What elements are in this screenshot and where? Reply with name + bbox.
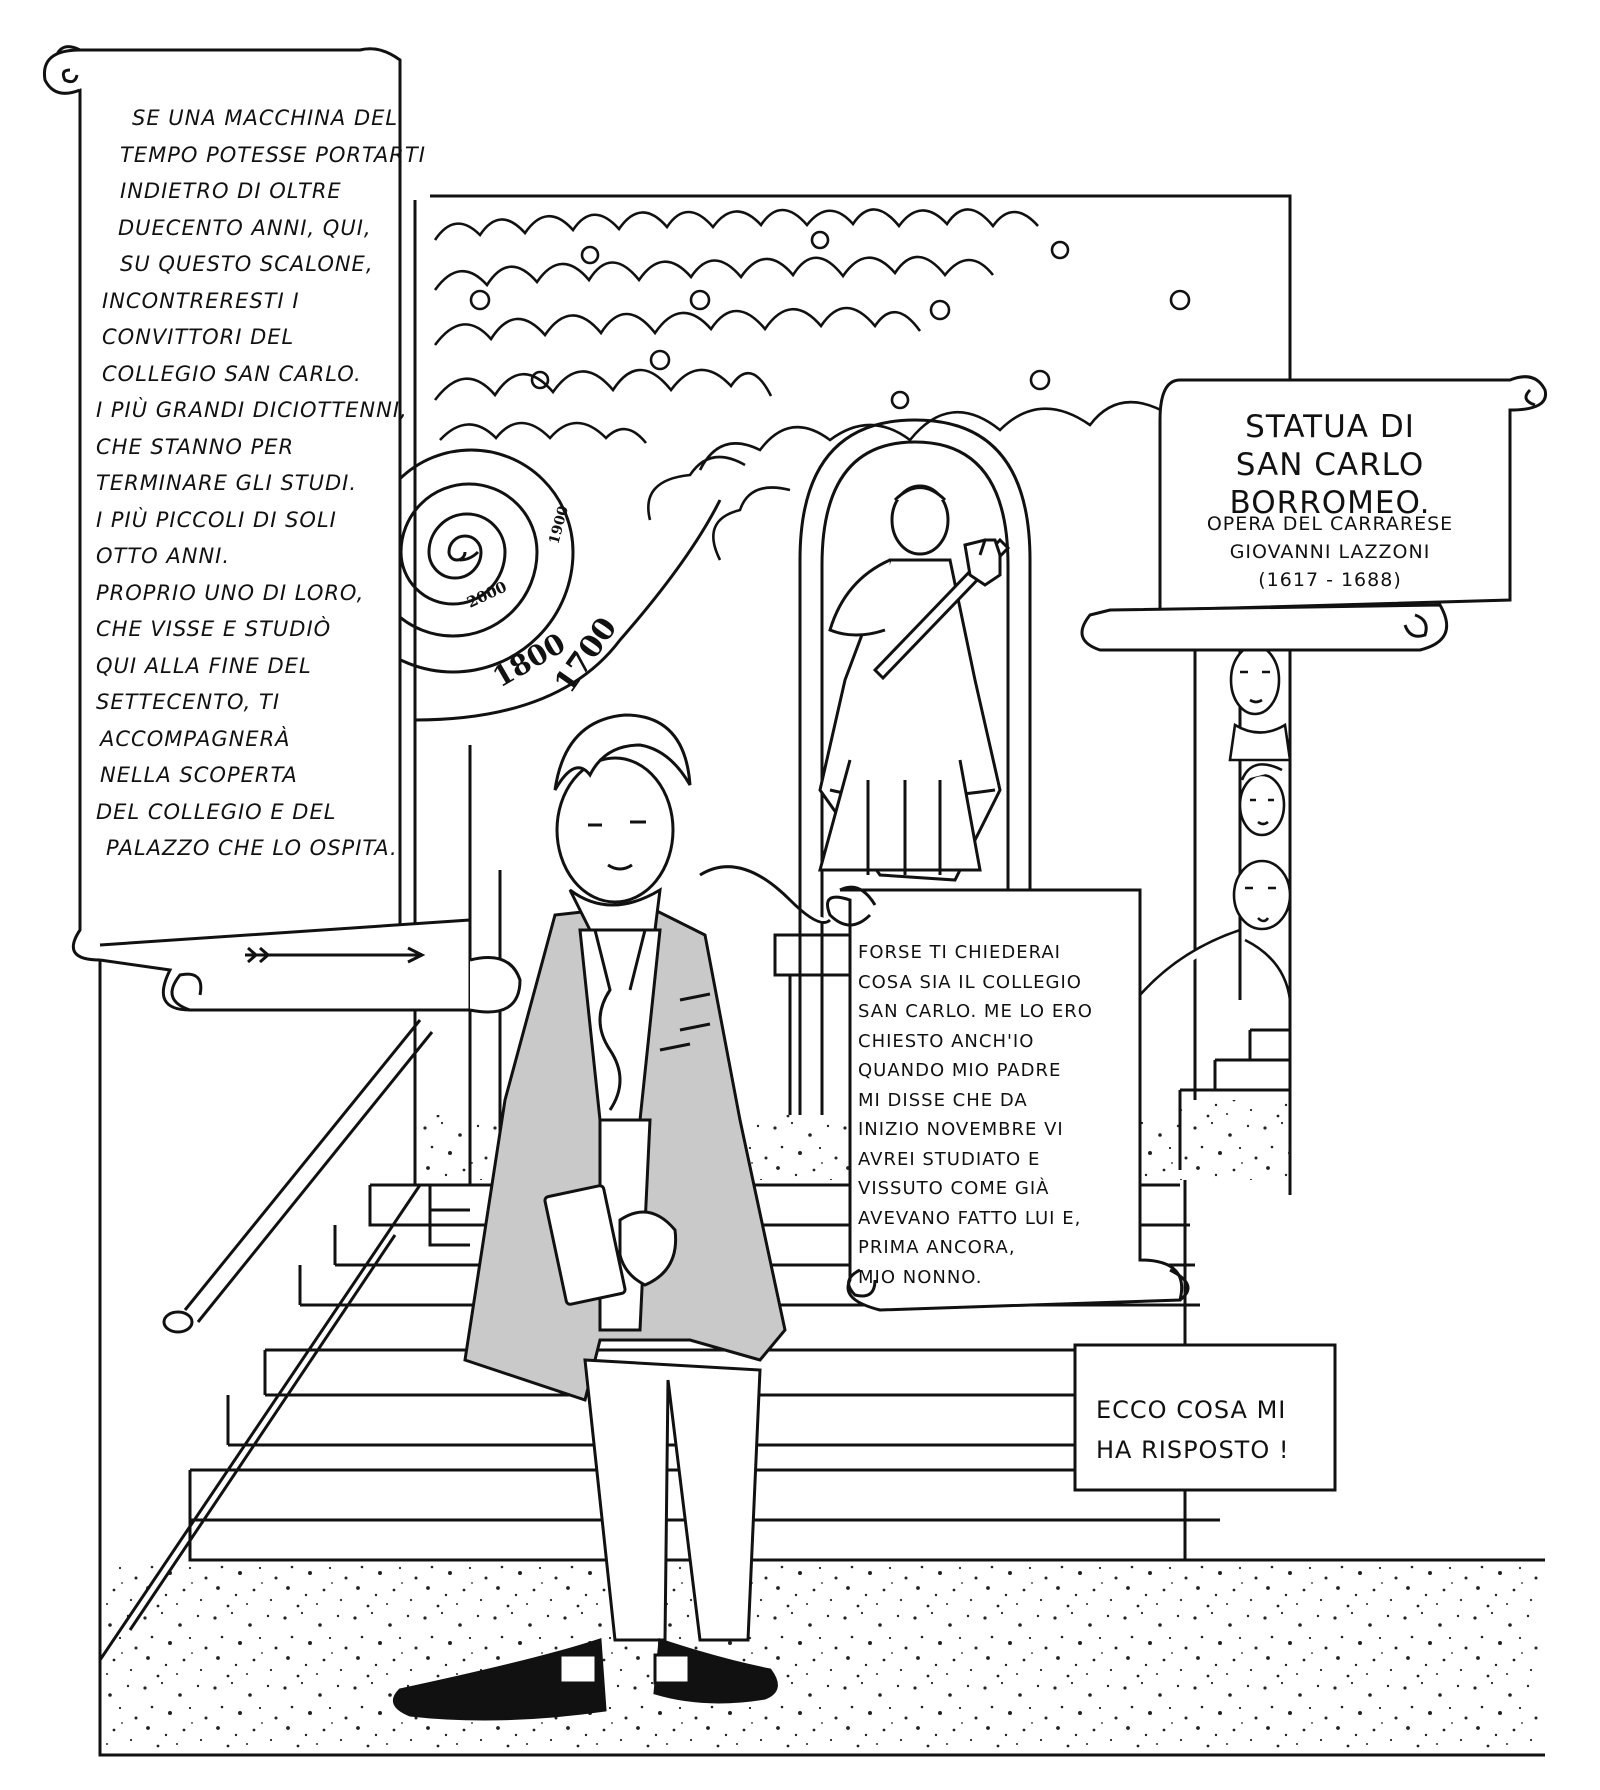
peeking-characters (1140, 646, 1290, 1000)
intro-line: PALAZZO CHE LO OSPITA. (106, 836, 398, 860)
intro-line: PROPRIO UNO DI LORO, (96, 580, 365, 605)
statue-title-line: SAN CARLO (1235, 447, 1425, 483)
san-carlo-statue (820, 486, 1008, 880)
answer-line: HA RISPOSTO ! (1096, 1436, 1290, 1464)
intro-line: ACCOMPAGNERÀ (100, 726, 291, 751)
intro-text (96, 100, 426, 867)
intro-line: COLLEGIO SAN CARLO. (102, 361, 362, 386)
spiral-year-1900: 1900 (546, 504, 572, 547)
right-floor (1180, 1100, 1290, 1180)
intro-line: OTTO ANNI. (96, 544, 231, 568)
answer-text (1096, 1390, 1289, 1470)
question-line: SAN CARLO. ME LO ERO (858, 1001, 1093, 1022)
intro-line: SU QUESTO SCALONE, (120, 252, 374, 276)
question-line: MIO NONNO. (858, 1266, 983, 1288)
intro-line: INDIETRO DI OLTRE (120, 179, 342, 203)
statue-subtitle (1160, 510, 1500, 594)
question-line: FORSE TI CHIEDERAI (858, 942, 1061, 963)
question-line: QUANDO MIO PADRE (858, 1060, 1062, 1081)
question-line: VISSUTO COME GIÀ (858, 1178, 1050, 1199)
question-line: MI DISSE CHE DA (858, 1089, 1028, 1111)
ground-floor (105, 1560, 1540, 1750)
intro-line: I PIÙ PICCOLI DI SOLI (96, 507, 337, 532)
question-line: COSA SIA IL COLLEGIO (858, 971, 1082, 993)
intro-line: CHE VISSE E STUDIÒ (96, 617, 332, 641)
intro-line: NELLA SCOPERTA (100, 763, 298, 787)
answer-line: ECCO COSA MI (1096, 1396, 1287, 1424)
intro-line: SE UNA MACCHINA DEL (132, 106, 399, 130)
spiral-year-1700: 1700 (547, 611, 625, 700)
statue-subtitle-line: OPERA DEL CARRARESE (1206, 513, 1454, 535)
question-text (858, 938, 1093, 1292)
spiral-year-1800: 1800 (487, 626, 571, 695)
intro-line: DUECENTO ANNI, QUI, (118, 215, 372, 240)
intro-line: INCONTRERESTI I (102, 288, 300, 313)
statue-title (1180, 408, 1480, 522)
question-line: CHIESTO ANCH'IO (858, 1030, 1035, 1052)
intro-line: DEL COLLEGIO E DEL (96, 799, 337, 824)
intro-line: I PIÙ GRANDI DICIOTTENNI, (96, 398, 408, 422)
statue-subtitle-line: GIOVANNI LAZZONI (1229, 541, 1431, 563)
question-line: PRIMA ANCORA, (858, 1237, 1016, 1258)
statue-title-line: STATUA DI (1245, 409, 1415, 445)
spiral-year-2000: 2000 (464, 577, 510, 612)
statue-subtitle-line: (1617 - 1688) (1258, 569, 1402, 591)
intro-line: SETTECENTO, TI (96, 690, 281, 714)
question-line: INIZIO NOVEMBRE VI (858, 1119, 1064, 1140)
intro-line: CONVITTORI DEL (102, 325, 295, 349)
banister (164, 1020, 432, 1332)
intro-line: QUI ALLA FINE DEL (96, 653, 312, 678)
intro-line: TEMPO POTESSE PORTARTI (120, 142, 426, 167)
intro-line: TERMINARE GLI STUDI. (96, 471, 358, 495)
statue-title-line: BORROMEO. (1229, 485, 1431, 521)
intro-line: CHE STANNO PER (96, 434, 295, 459)
question-line: AVEVANO FATTO LUI E, (858, 1207, 1082, 1229)
question-line: AVREI STUDIATO E (858, 1148, 1041, 1170)
